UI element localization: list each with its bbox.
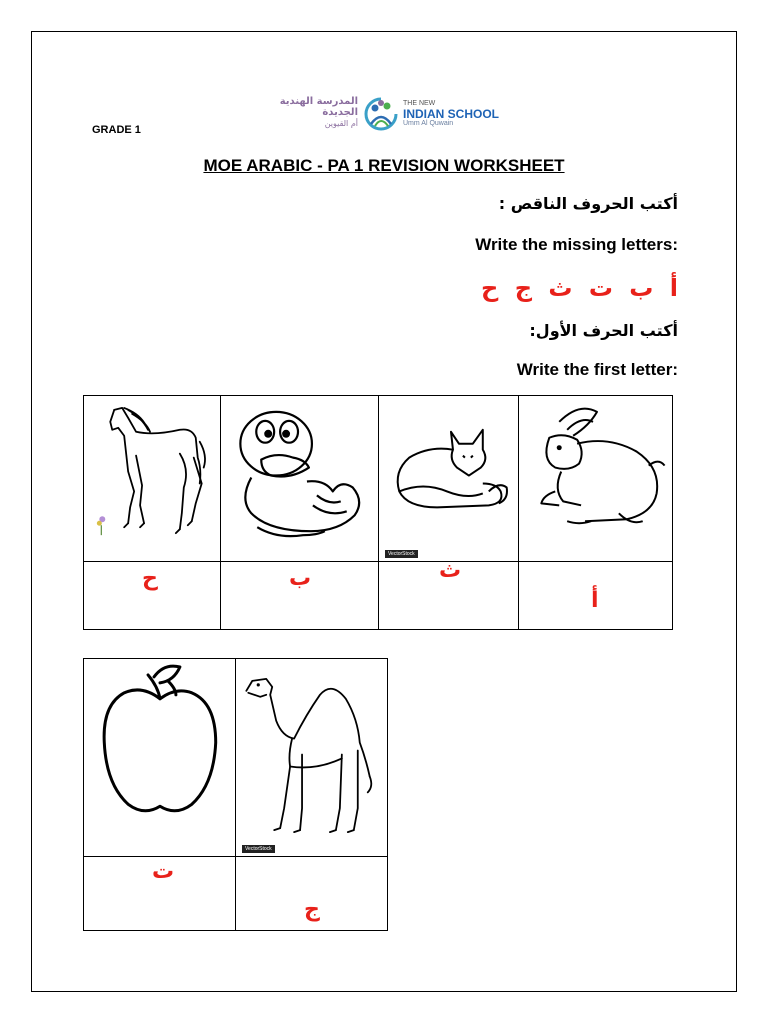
grade-label: GRADE 1: [92, 124, 141, 136]
answer-cell-horse[interactable]: [84, 562, 221, 630]
arabic-letters-sequence: أ ب ت ث ج ح: [481, 274, 678, 302]
school-logo: [263, 94, 523, 140]
camel-icon: [236, 659, 387, 856]
fox-icon: [379, 396, 518, 561]
answer-cell-apple[interactable]: [84, 857, 236, 931]
logo-arabic-line2: الجديدة: [322, 107, 358, 118]
answer-letter-apple: ت: [152, 859, 175, 884]
instruction-first-letter-arabic: أكتب الحرف الأول:: [529, 321, 678, 340]
horse-icon: [84, 396, 220, 561]
picture-cell-camel: [236, 659, 388, 857]
answer-cell-fox[interactable]: [379, 558, 519, 630]
picture-cell-duck: [221, 396, 379, 562]
answer-letter-duck: ب: [289, 566, 312, 591]
picture-watermark-camel: VectorStock: [242, 845, 275, 853]
worksheet-title: MOE ARABIC - PA 1 REVISION WORKSHEET: [203, 156, 565, 175]
logo-arabic-line1: المدرسة الهندية: [279, 96, 358, 107]
picture-cell-rabbit: [519, 396, 673, 562]
logo-emblem-icon: [361, 94, 401, 134]
instruction-first-letter-english: Write the first letter:: [516, 360, 678, 379]
answer-letter-camel: ج: [304, 897, 320, 922]
answer-cell-camel[interactable]: [236, 857, 388, 931]
duck-icon: [221, 396, 378, 561]
logo-english-line1: THE NEW: [403, 100, 436, 107]
logo-english-text: [403, 99, 499, 129]
logo-arabic-line3: أم القيوين: [324, 119, 358, 128]
rabbit-icon: [519, 396, 672, 561]
answer-letter-fox: ث: [439, 558, 462, 583]
answer-cell-rabbit[interactable]: [519, 562, 673, 630]
answer-cell-duck[interactable]: [221, 562, 379, 630]
logo-english-line3: Umm Al Quwain: [403, 120, 454, 127]
first-letter-table-1: [83, 395, 673, 630]
picture-cell-apple: [84, 659, 236, 857]
picture-watermark-fox: VectorStock: [385, 550, 418, 558]
flower-icon: [97, 516, 105, 535]
logo-english-line2: INDIAN SCHOOL: [403, 107, 499, 121]
logo-arabic-text: [280, 96, 358, 129]
instruction-missing-english: Write the missing letters:: [475, 235, 678, 254]
picture-cell-horse: [84, 396, 221, 562]
answer-letter-rabbit: أ: [591, 588, 599, 613]
picture-cell-fox: [379, 396, 519, 562]
apple-icon: [84, 659, 235, 856]
first-letter-table-2: [83, 658, 388, 931]
instruction-missing-arabic: أكتب الحروف الناقص :: [498, 194, 678, 213]
answer-letter-horse: ح: [142, 566, 158, 591]
